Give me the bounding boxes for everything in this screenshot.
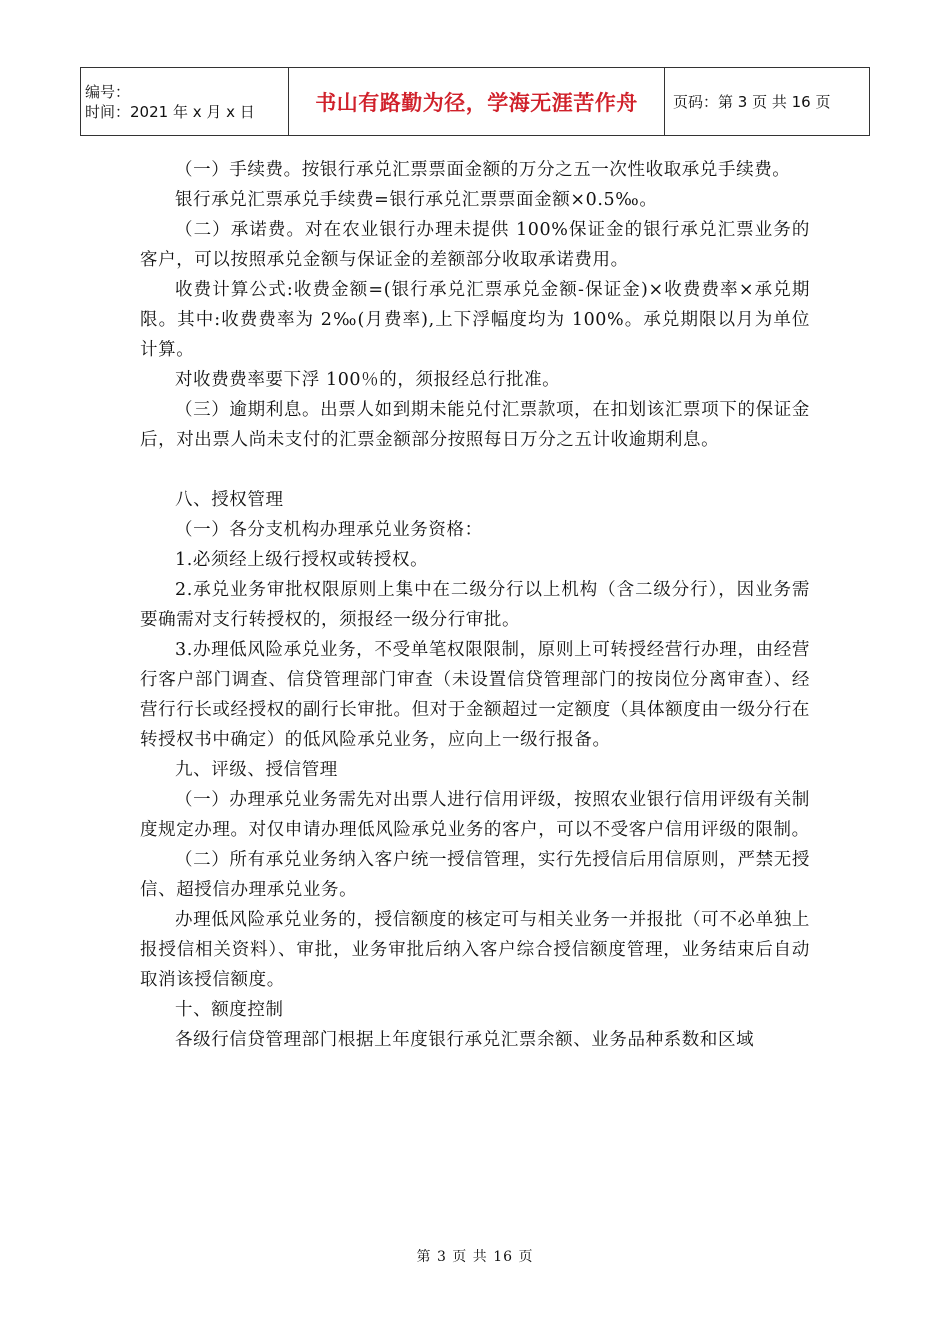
page-header: [80, 67, 870, 136]
date-label: 时间：2021 年 x 月 x 日: [85, 102, 255, 121]
paragraph: （一）办理承兑业务需先对出票人进行信用评级，按照农业银行信用评级有关制度规定办理。对仅申请办理低风险承兑业务的客户，可以不受客户信用评级的限制。: [140, 790, 810, 840]
header-page-info: 页码：第 3 页 共 16 页: [665, 68, 870, 136]
paragraph: 银行承兑汇票承兑手续费=银行承兑汇票票面金额×0.5‰。: [175, 190, 658, 210]
paragraph: （一）各分支机构办理承兑业务资格：: [175, 520, 483, 540]
section-heading: 九、评级、授信管理: [175, 760, 338, 780]
page-footer: 第 3 页 共 16 页: [416, 1249, 534, 1265]
section-heading: 八、授权管理: [175, 490, 284, 510]
paragraph: （三）逾期利息。出票人如到期未能兑付汇票款项，在扣划该汇票项下的保证金后，对出票人尚未支付的汇票金额部分按照每日万分之五计收逾期利息。: [140, 400, 810, 450]
paragraph: （二）所有承兑业务纳入客户统一授信管理，实行先授信后用信原则，严禁无授信、超授信办理承兑业务。: [140, 850, 810, 900]
serial-label: 编号：: [85, 82, 131, 101]
header-motto: 书山有路勤为径，学海无涯苦作舟: [289, 68, 665, 136]
paragraph: （二）承诺费。对在农业银行办理未提供 100%保证金的银行承兑汇票业务的客户，可以按照承兑金额与保证金的差额部分收取承诺费用。: [140, 220, 810, 270]
paragraph: 各级行信贷管理部门根据上年度银行承兑汇票余额、业务品种系数和区域: [175, 1030, 755, 1050]
header-left-cell: [81, 68, 289, 136]
section-heading: 十、额度控制: [175, 1000, 284, 1020]
paragraph: 办理低风险承兑业务的，授信额度的核定可与相关业务一并报批（可不必单独上报授信相关资料）、审批，业务审批后纳入客户综合授信额度管理，业务结束后自动取消该授信额度。: [140, 910, 810, 990]
paragraph: 收费计算公式:收费金额=(银行承兑汇票承兑金额-保证金)×收费费率×承兑期限。其中:收费费率为 2‰(月费率),上下浮幅度均为 100%。承兑期限以月为单位计算。: [140, 280, 810, 360]
paragraph: 1.必须经上级行授权或转授权。: [175, 550, 429, 570]
document-body: [140, 155, 810, 1055]
paragraph: 2.承兑业务审批权限原则上集中在二级分行以上机构（含二级分行），因业务需要确需对支行转授权的，须报经一级分行审批。: [140, 580, 810, 630]
paragraph: 对收费费率要下浮 100％的，须报经总行批准。: [175, 370, 561, 390]
paragraph: （一）手续费。按银行承兑汇票票面金额的万分之五一次性收取承兑手续费。: [175, 160, 791, 180]
paragraph: 3.办理低风险承兑业务，不受单笔权限限制，原则上可转授经营行办理，由经营行客户部门调查、信贷管理部门审查（未设置信贷管理部门的按岗位分离审查）、经营行行长或经授权的副行长审批。但对于金额超过一定额度（具体额度由一级分行在转授权书中确定）的低风险承兑业务，应向上一级行报备。: [140, 640, 810, 750]
